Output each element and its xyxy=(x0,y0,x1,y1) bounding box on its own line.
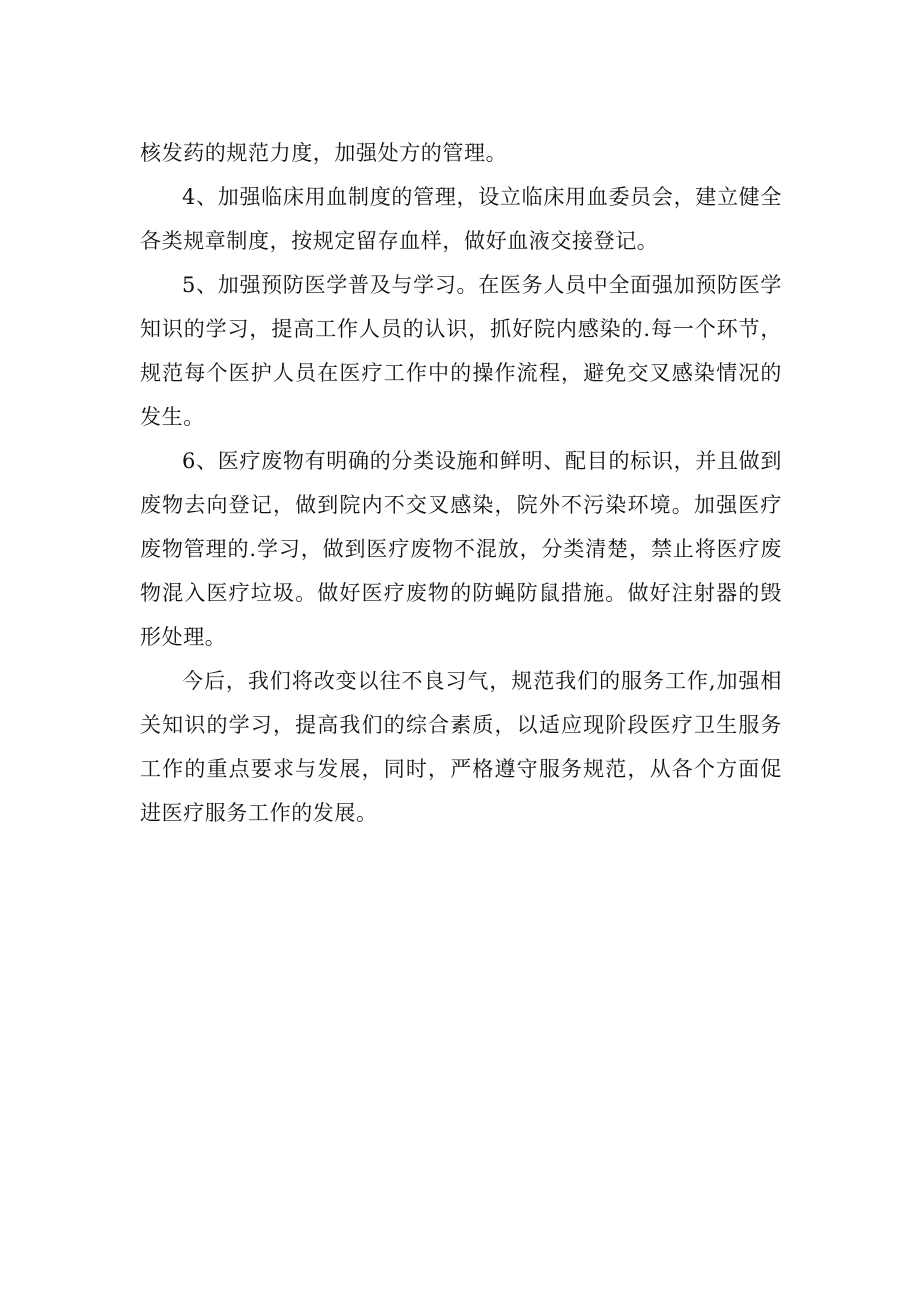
paragraph-item-6: 6、医疗废物有明确的分类设施和鲜明、配目的标识，并且做到废物去向登记，做到院内不交叉感染，院外不污染环境。加强医疗废物管理的.学习，做到医疗废物不混放，分类清楚，禁止将医疗废物混入医疗垃圾。做好医疗废物的防蝇防鼠措施。做好注射器的毁形处理。 xyxy=(140,449,782,649)
paragraph-conclusion: 今后，我们将改变以往不良习气，规范我们的服务工作,加强相关知识的学习，提高我们的综合素质，以适应现阶段医疗卫生服务工作的重点要求与发展，同时，严格遵守服务规范，从各个方面促进医疗服务工作的发展。 xyxy=(140,669,782,825)
paragraph-continuation: 核发药的规范力度，加强处方的管理。 xyxy=(140,141,508,165)
paragraph-item-4: 4、加强临床用血制度的管理，设立临床用血委员会，建立健全各类规章制度，按规定留存血样，做好血液交接登记。 xyxy=(140,185,782,253)
paragraph-item-5: 5、加强预防医学普及与学习。在医务人员中全面强加预防医学知识的学习，提高工作人员的认识，抓好院内感染的.每一个环节，规范每个医护人员在医疗工作中的操作流程，避免交叉感染情况的发生。 xyxy=(140,273,782,429)
document-body xyxy=(140,131,782,835)
